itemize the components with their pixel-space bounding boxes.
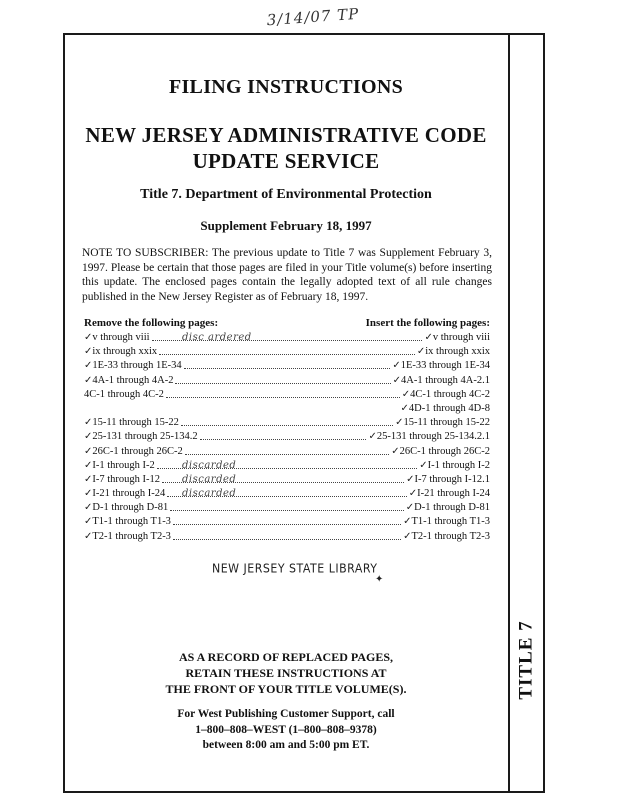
checkmark-icon: ✓ bbox=[416, 346, 426, 358]
checkmark-icon: ✓ bbox=[84, 445, 93, 457]
checkmark-icon: ✓ bbox=[84, 530, 93, 542]
spine-divider bbox=[508, 33, 510, 793]
insert-pages bbox=[392, 359, 490, 373]
leader-dots bbox=[200, 430, 367, 440]
insert-pages-text: 15-11 through 15-22 bbox=[403, 417, 490, 429]
list-item bbox=[84, 515, 490, 529]
support-info bbox=[66, 707, 506, 754]
insert-pages bbox=[406, 501, 490, 515]
remove-pages bbox=[84, 430, 198, 444]
insert-pages-text: D-1 through D-81 bbox=[414, 502, 490, 514]
handwritten-date-note: 3/14/07 TP bbox=[266, 4, 360, 30]
insert-pages bbox=[406, 473, 490, 487]
insert-pages bbox=[424, 331, 490, 345]
insert-pages bbox=[393, 374, 490, 388]
checkmark-icon: ✓ bbox=[424, 332, 433, 343]
list-item bbox=[84, 402, 490, 416]
remove-pages bbox=[84, 359, 182, 373]
record-line-2: RETAIN THESE INSTRUCTIONS AT bbox=[185, 666, 387, 680]
insert-pages-text: v through viii bbox=[432, 332, 490, 343]
remove-pages bbox=[84, 445, 183, 459]
insert-pages-text: 4D-1 through 4D-8 bbox=[408, 402, 490, 414]
leader-dots bbox=[185, 445, 389, 455]
remove-pages-text: I-7 through I-12 bbox=[92, 473, 161, 485]
remove-pages bbox=[84, 487, 165, 501]
insert-pages bbox=[417, 345, 490, 359]
handwritten-scribble: discarded bbox=[182, 459, 237, 471]
insert-pages bbox=[409, 487, 490, 501]
checkmark-icon: ✓ bbox=[84, 374, 93, 386]
list-item bbox=[84, 473, 490, 487]
code-heading bbox=[66, 122, 506, 174]
remove-pages bbox=[84, 331, 150, 345]
ink-mark-icon: ✦ bbox=[375, 574, 384, 585]
checkmark-icon: ✓ bbox=[84, 431, 93, 443]
checkmark-icon: ✓ bbox=[84, 332, 93, 343]
remove-pages bbox=[84, 530, 171, 544]
record-notice bbox=[66, 649, 506, 697]
remove-pages-text: 4C-1 through 4C-2 bbox=[84, 388, 164, 400]
list-item bbox=[84, 430, 490, 444]
checkmark-icon: ✓ bbox=[408, 488, 418, 500]
leader-dots bbox=[184, 359, 391, 369]
remove-pages-text: 15-11 through 15-22 bbox=[92, 417, 179, 429]
remove-pages-text: I-21 through I-24 bbox=[92, 488, 166, 500]
list-item bbox=[84, 416, 490, 430]
insert-pages-text: ix through xxix bbox=[425, 346, 490, 358]
insert-pages-text: I-21 through I-24 bbox=[417, 488, 490, 500]
handwritten-scribble: disc ardered bbox=[182, 332, 252, 343]
remove-pages-text: T1-1 through T1-3 bbox=[92, 516, 171, 528]
library-stamp: NEW JERSEY STATE LIBRARY bbox=[212, 561, 378, 576]
title-department: Title 7. Department of Environmental Protection bbox=[140, 187, 432, 202]
code-heading-line2: UPDATE SERVICE bbox=[192, 149, 380, 173]
insert-header: Insert the following pages: bbox=[365, 317, 490, 329]
leader-dots bbox=[170, 501, 404, 511]
remove-pages-text: ix through xxix bbox=[92, 346, 158, 358]
list-item bbox=[84, 501, 490, 515]
remove-header: Remove the following pages: bbox=[84, 317, 219, 329]
insert-pages-text: T1-1 through T1-3 bbox=[411, 516, 490, 528]
list-item bbox=[84, 487, 490, 501]
checkmark-icon: ✓ bbox=[84, 346, 93, 358]
remove-pages bbox=[84, 515, 171, 529]
checkmark-icon: ✓ bbox=[405, 502, 415, 514]
remove-pages bbox=[84, 501, 168, 515]
page-replacement-list bbox=[84, 331, 490, 544]
remove-pages-text: I-1 through I-2 bbox=[92, 459, 155, 471]
insert-pages-text: T2-1 through T2-3 bbox=[411, 530, 490, 542]
record-line-3: THE FRONT OF YOUR TITLE VOLUME(S). bbox=[165, 682, 407, 696]
checkmark-icon: ✓ bbox=[84, 473, 93, 485]
code-heading-line1: NEW JERSEY ADMINISTRATIVE CODE bbox=[85, 123, 487, 147]
spine-tab bbox=[517, 615, 537, 705]
subscriber-note-text: NOTE TO SUBSCRIBER: The previous update to Title 7 was Supplement February 3, 1997. Please be certain that those pages are filed in your Title volume(s) before inserting this update. The enclosed pages contain the legally adopted text of all rule changes published in the New Jersey Register as of February 18, 1997. bbox=[82, 247, 492, 303]
remove-pages-text: D-1 through D-81 bbox=[92, 502, 169, 514]
handwritten-scribble: discarded bbox=[182, 473, 237, 485]
support-line-1: For West Publishing Customer Support, call bbox=[177, 708, 395, 720]
leader-dots bbox=[181, 416, 393, 426]
list-item bbox=[84, 359, 490, 373]
remove-pages bbox=[84, 345, 157, 359]
checkmark-icon: ✓ bbox=[392, 360, 401, 372]
list-item bbox=[84, 345, 490, 359]
checkmark-icon: ✓ bbox=[401, 388, 411, 400]
insert-pages bbox=[402, 388, 490, 402]
insert-pages-text: 26C-1 through 26C-2 bbox=[399, 445, 490, 457]
insert-pages bbox=[395, 416, 490, 430]
list-item bbox=[84, 459, 490, 473]
checkmark-icon: ✓ bbox=[368, 431, 377, 443]
remove-pages bbox=[84, 374, 173, 388]
insert-pages bbox=[391, 445, 490, 459]
checkmark-icon: ✓ bbox=[419, 459, 428, 471]
remove-pages bbox=[84, 388, 164, 402]
checkmark-icon: ✓ bbox=[403, 530, 412, 542]
checkmark-icon: ✓ bbox=[406, 473, 415, 485]
checkmark-icon: ✓ bbox=[392, 374, 402, 386]
remove-pages-text: T2-1 through T2-3 bbox=[92, 530, 171, 542]
checkmark-icon: ✓ bbox=[84, 516, 93, 528]
insert-pages bbox=[368, 430, 490, 444]
insert-pages-text: 4A-1 through 4A-2.1 bbox=[401, 374, 490, 386]
remove-pages bbox=[84, 459, 155, 473]
remove-pages bbox=[84, 416, 179, 430]
leader-dots bbox=[175, 374, 390, 384]
checkmark-icon: ✓ bbox=[395, 417, 404, 429]
columns-header bbox=[84, 317, 490, 329]
list-item bbox=[84, 331, 490, 345]
checkmark-icon: ✓ bbox=[84, 360, 93, 372]
leader-dots bbox=[173, 530, 401, 540]
leader-dots bbox=[166, 388, 400, 398]
leader-dots bbox=[173, 515, 401, 525]
spine-label: TITLE 7 bbox=[516, 620, 537, 700]
checkmark-icon: ✓ bbox=[391, 445, 400, 457]
page-title: FILING INSTRUCTIONS bbox=[168, 76, 404, 98]
insert-pages-text: 25-131 through 25-134.2.1 bbox=[376, 431, 490, 443]
remove-pages-text: v through viii bbox=[92, 332, 150, 343]
supplement-date: Supplement February 18, 1997 bbox=[200, 218, 372, 233]
remove-pages-text: 25-131 through 25-134.2 bbox=[92, 431, 198, 443]
insert-pages-text: I-1 through I-2 bbox=[427, 459, 490, 471]
handwritten-scribble: discarded bbox=[182, 488, 237, 500]
checkmark-icon: ✓ bbox=[400, 402, 409, 414]
insert-pages bbox=[419, 459, 490, 473]
support-line-2: 1–800–808–WEST (1–800–808–9378) bbox=[195, 723, 377, 736]
checkmark-icon: ✓ bbox=[403, 516, 412, 528]
checkmark-icon: ✓ bbox=[84, 417, 93, 429]
remove-pages-text: 4A-1 through 4A-2 bbox=[92, 374, 174, 386]
leader-dots bbox=[159, 345, 415, 355]
checkmark-icon: ✓ bbox=[84, 488, 93, 500]
remove-pages-text: 26C-1 through 26C-2 bbox=[92, 445, 183, 457]
list-item bbox=[84, 388, 490, 402]
insert-pages-text: I-7 through I-12.1 bbox=[414, 473, 490, 485]
list-item bbox=[84, 374, 490, 388]
insert-pages bbox=[401, 402, 490, 416]
list-item bbox=[84, 445, 490, 459]
subscriber-note bbox=[82, 246, 492, 304]
list-item bbox=[84, 530, 490, 544]
insert-pages-text: 1E-33 through 1E-34 bbox=[400, 360, 490, 372]
insert-pages bbox=[403, 515, 490, 529]
checkmark-icon: ✓ bbox=[84, 502, 93, 514]
checkmark-icon: ✓ bbox=[84, 459, 93, 471]
support-line-3: between 8:00 am and 5:00 pm ET. bbox=[202, 739, 370, 751]
remove-pages bbox=[84, 473, 160, 487]
insert-pages-text: 4C-1 through 4C-2 bbox=[410, 388, 490, 400]
insert-pages bbox=[403, 530, 490, 544]
remove-pages-text: 1E-33 through 1E-34 bbox=[92, 360, 182, 372]
record-line-1: AS A RECORD OF REPLACED PAGES, bbox=[178, 650, 394, 664]
